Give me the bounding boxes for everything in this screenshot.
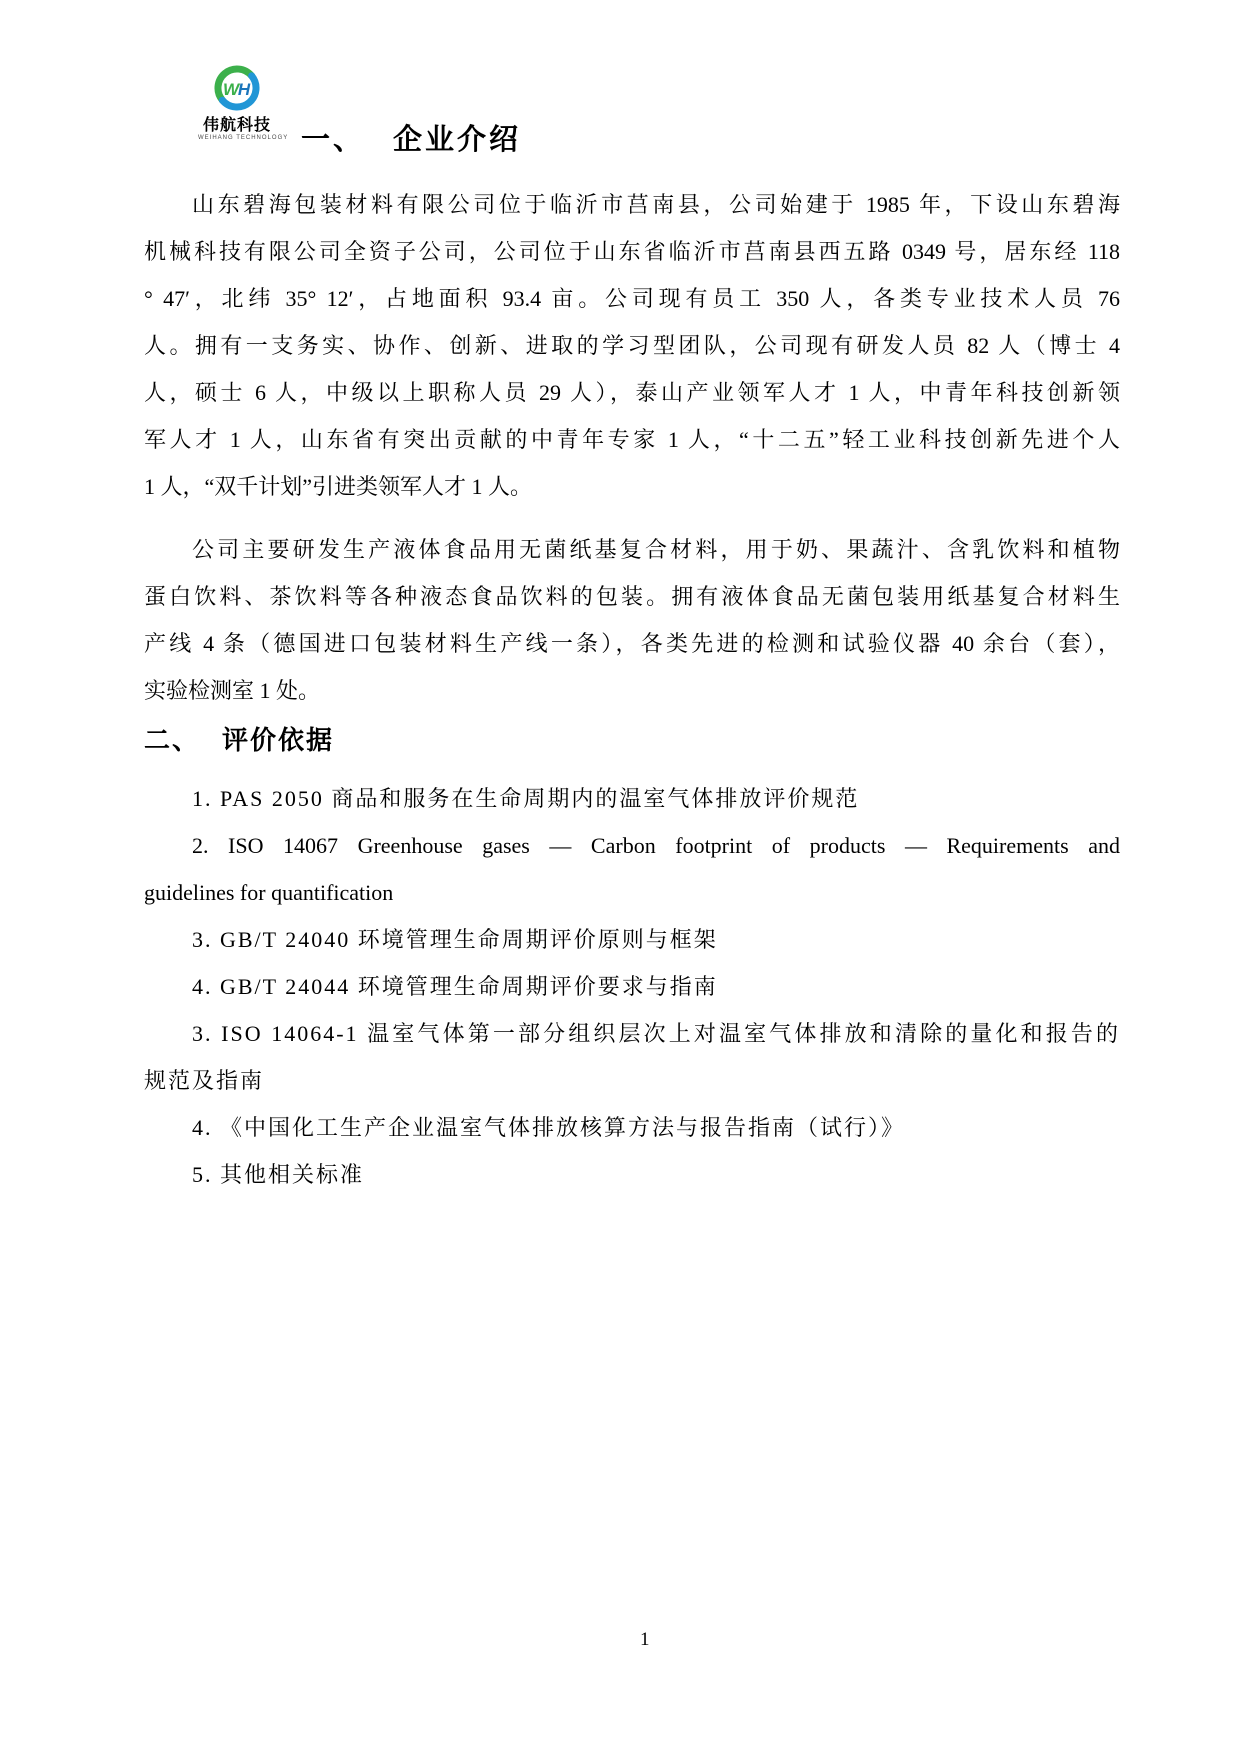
- section-1-number: 一、: [301, 124, 366, 156]
- document-body: [144, 0, 1120, 1198]
- text-line: 人。拥有一支务实、协作、创新、进取的学习型团队，公司现有研发人员 82 人（博士 4: [144, 333, 1120, 358]
- logo-company-subtitle: WEIHANG TECHNOLOGY: [198, 135, 289, 141]
- page-number: 1: [640, 1629, 650, 1650]
- section-1-heading: [144, 117, 1120, 160]
- text-line: 1 人，“双千计划”引进类领军人才 1 人。: [144, 474, 533, 499]
- list-item: 4. 《中国化工生产企业温室气体排放核算方法与报告指南（试行）》: [192, 1115, 906, 1140]
- list-item-continuation: guidelines for quantification: [144, 880, 394, 905]
- list-item: 3. ISO 14064-1 温室气体第一部分组织层次上对温室气体排放和清除的量化和报告的: [192, 1021, 1120, 1046]
- logo-company-name: 伟航科技: [202, 117, 271, 134]
- intro-paragraph-1: [144, 181, 1120, 510]
- logo-letter-w: W: [222, 80, 240, 99]
- section-2-number: 二、: [144, 726, 201, 755]
- text-line: 实验检测室 1 处。: [144, 678, 321, 703]
- text-line: 机械科技有限公司全资子公司，公司位于山东省临沂市莒南县西五路 0349 号，居东经 118: [144, 239, 1120, 264]
- text-line: ° 47′，北纬 35° 12′，占地面积 93.4 亩。公司现有员工 350 人，各类专业技术人员 76: [144, 286, 1120, 311]
- text-line: 山东碧海包装材料有限公司位于临沂市莒南县，公司始建于 1985 年，下设山东碧海: [192, 192, 1120, 217]
- text-line: 蛋白饮料、茶饮料等各种液态食品饮料的包装。拥有液体食品无菌包装用纸基复合材料生: [144, 584, 1120, 609]
- evaluation-basis-list: [144, 775, 1120, 1198]
- list-item: 2. ISO 14067 Greenhouse gases — Carbon footprint of products — Requirements and: [192, 833, 1120, 858]
- section-2-heading: [144, 722, 1120, 760]
- list-item: 1. PAS 2050 商品和服务在生命周期内的温室气体排放评价规范: [192, 786, 860, 811]
- section-1-title: 企业介绍: [393, 124, 522, 156]
- list-item-continuation: 规范及指南: [144, 1068, 265, 1093]
- list-item: 4. GB/T 24044 环境管理生命周期评价要求与指南: [192, 974, 718, 999]
- text-line: 军人才 1 人，山东省有突出贡献的中青年专家 1 人，“十二五”轻工业科技创新先进个人: [144, 427, 1120, 452]
- section-2-title: 评价依据: [222, 726, 335, 755]
- list-item: 3. GB/T 24040 环境管理生命周期评价原则与框架: [192, 927, 718, 952]
- list-item: 5. 其他相关标准: [192, 1162, 365, 1187]
- text-line: 人，硕士 6 人，中级以上职称人员 29 人），泰山产业领军人才 1 人，中青年科技创新领: [144, 380, 1120, 405]
- text-line: 产线 4 条（德国进口包装材料生产线一条），各类先进的检测和试验仪器 40 余台（套），: [144, 631, 1120, 656]
- logo-letter-h: H: [237, 80, 251, 99]
- text-line: 公司主要研发生产液体食品用无菌纸基复合材料，用于奶、果蔬汁、含乳饮料和植物: [192, 537, 1120, 562]
- intro-paragraph-2: [144, 526, 1120, 714]
